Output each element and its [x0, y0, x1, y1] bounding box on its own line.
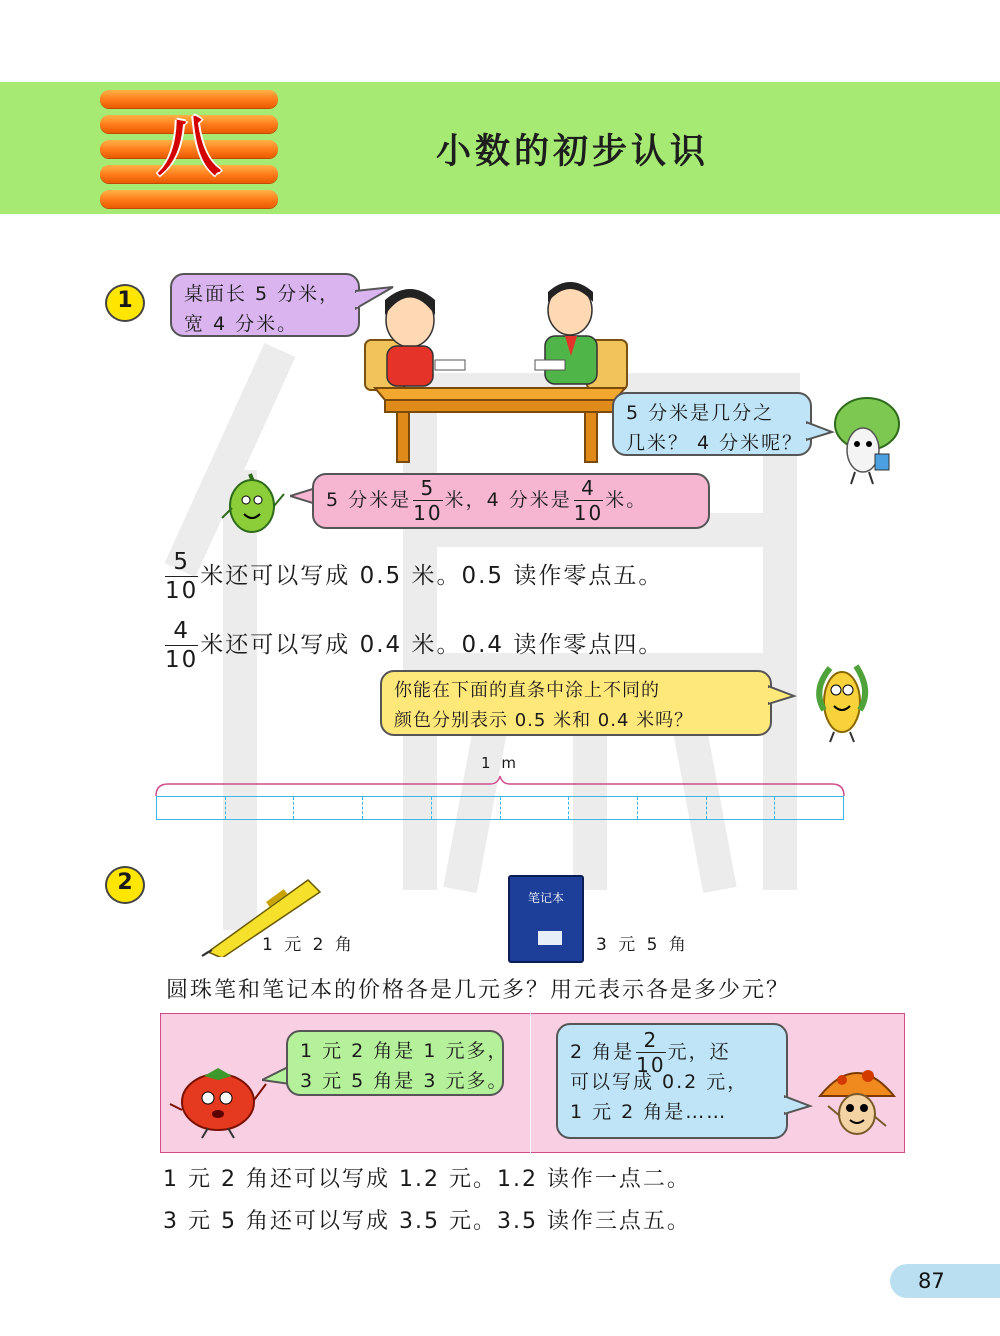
strip-segment[interactable] — [775, 797, 843, 819]
problem-1-number: 1 — [117, 288, 133, 313]
corn-character-illustration — [800, 660, 880, 745]
panel-divider — [530, 1013, 531, 1153]
chapter-number: 八 — [157, 110, 221, 185]
chapter-title: 小数的初步认识 — [436, 132, 710, 172]
girl-speech-bubble — [170, 273, 360, 337]
bubble-line: 宽 4 分米。 — [184, 313, 299, 335]
bubble-line: 可以写成 0.2 元， — [570, 1071, 749, 1093]
ruler-label: 1 m — [481, 754, 519, 772]
statement-text: 米还可以写成 0.4 米。0.4 读作零点四。 — [200, 632, 664, 658]
mushroom-speech-bubble — [556, 1023, 788, 1139]
strip-segment[interactable] — [638, 797, 707, 819]
mushroom-character-illustration — [812, 1056, 902, 1146]
statement-text: 米还可以写成 0.5 米。0.5 读作零点五。 — [200, 563, 664, 589]
bubble-tail — [768, 684, 798, 708]
corn-speech-bubble — [380, 670, 772, 736]
fraction-denominator: 10 — [413, 501, 443, 525]
decimal-statement-1 — [163, 549, 663, 604]
strip-segment[interactable] — [707, 797, 776, 819]
pepper-speech-bubble — [312, 473, 710, 529]
bubble-line: 你能在下面的直条中涂上不同的 — [394, 680, 660, 701]
tomato-speech-bubble — [286, 1030, 509, 1096]
strip-segment[interactable] — [157, 797, 226, 819]
bubble-line: 1 元 2 角是…… — [570, 1101, 728, 1123]
pen-price-label: 1 元 2 角 — [262, 935, 355, 955]
strip-segment[interactable] — [501, 797, 570, 819]
bubble-text: 5 分米是 — [326, 489, 412, 511]
bubble-line: 1 元 2 角是 1 元多， — [300, 1040, 509, 1062]
bubble-tail — [784, 1094, 814, 1118]
strip-segment[interactable] — [569, 797, 638, 819]
chapter-badge — [100, 88, 278, 208]
strip-segment[interactable] — [226, 797, 295, 819]
bubble-line: 颜色分别表示 0.5 米和 0.4 米吗？ — [394, 710, 694, 731]
cabbage-character-illustration — [825, 392, 905, 487]
fraction-denominator: 10 — [573, 501, 604, 525]
conclusion-line-2: 3 元 5 角还可以写成 3.5 元。3.5 读作三点五。 — [163, 1209, 691, 1234]
cabbage-speech-bubble — [612, 392, 812, 456]
strip-segment[interactable] — [363, 797, 432, 819]
notebook-price-label: 3 元 5 角 — [596, 935, 689, 955]
page-number: 87 — [890, 1264, 1000, 1298]
bubble-line: 桌面长 5 分米， — [184, 283, 341, 305]
bubble-line: 几米？ 4 分米呢？ — [626, 432, 804, 454]
fraction-numerator: 4 — [173, 618, 190, 644]
notebook-label-patch — [538, 931, 562, 945]
fraction-denominator: 10 — [165, 578, 199, 604]
problem-2-number: 2 — [117, 870, 133, 895]
conclusion-line-1: 1 元 2 角还可以写成 1.2 元。1.2 读作一点二。 — [163, 1167, 691, 1192]
bubble-text: 元，还 — [667, 1041, 731, 1063]
pepper-character-illustration — [218, 470, 288, 540]
strip-segment[interactable] — [432, 797, 501, 819]
measure-bracket — [150, 774, 850, 798]
bubble-line: 3 元 5 角是 3 元多。 — [300, 1070, 509, 1092]
bubble-line: 5 分米是几分之 — [626, 402, 775, 424]
problem-1-marker — [103, 280, 147, 324]
problem-2-marker — [103, 862, 147, 906]
fraction-numerator: 2 — [643, 1028, 659, 1052]
bubble-text: 2 角是 — [570, 1041, 635, 1063]
notebook-illustration — [508, 875, 584, 963]
tomato-character-illustration — [168, 1060, 268, 1140]
notebook-title: 笔记本 — [527, 891, 564, 905]
fraction-denominator: 10 — [636, 1053, 666, 1077]
one-meter-strip[interactable] — [156, 796, 844, 820]
fraction-numerator: 4 — [581, 476, 596, 500]
fraction-numerator: 5 — [173, 549, 190, 575]
decimal-statement-2 — [163, 618, 663, 673]
fraction-numerator: 5 — [420, 476, 436, 500]
fraction-denominator: 10 — [165, 647, 199, 673]
problem-2-question: 圆珠笔和笔记本的价格各是几元多？用元表示各是多少元？ — [166, 978, 791, 1003]
bubble-text: 米。 — [605, 489, 648, 511]
children-at-table-illustration — [355, 270, 645, 470]
strip-segment[interactable] — [294, 797, 363, 819]
bubble-text: 米，4 分米是 — [444, 489, 572, 511]
